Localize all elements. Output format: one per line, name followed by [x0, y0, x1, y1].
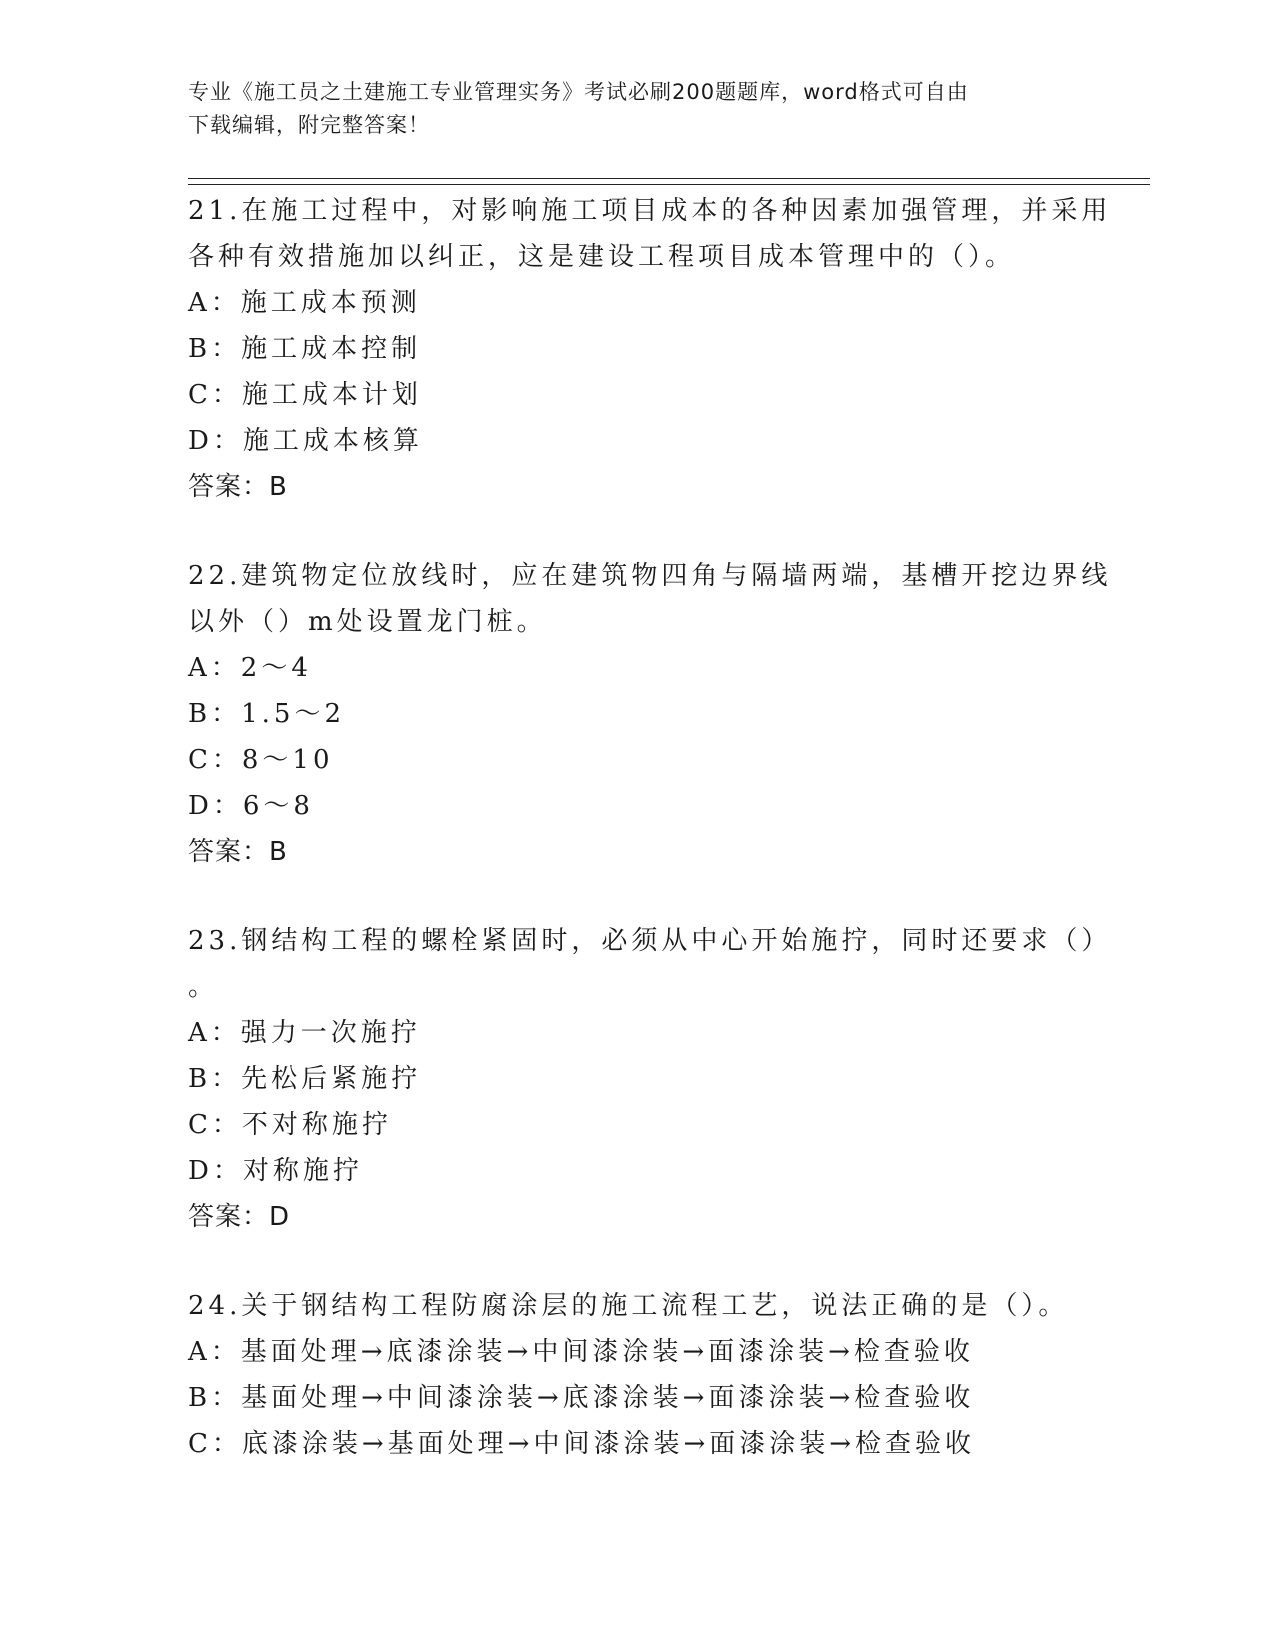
option-a: A：强力一次施拧	[188, 1018, 421, 1048]
question-stem-line: 以外（）m处设置龙门桩。	[188, 607, 547, 637]
option-b: B：先松后紧施拧	[188, 1064, 422, 1094]
answer: 答案：B	[188, 472, 288, 502]
option-c: C：不对称施拧	[188, 1110, 392, 1140]
answer: 答案：D	[188, 1202, 291, 1232]
question-stem-line: 22.建筑物定位放线时，应在建筑物四角与隔墙两端，基槽开挖边界线	[188, 561, 1112, 591]
question-stem-line: 21.在施工过程中，对影响施工项目成本的各种因素加强管理，并采用	[188, 196, 1112, 226]
option-d: D：施工成本核算	[188, 426, 423, 456]
option-d: D：6～8	[188, 791, 314, 821]
option-d: D：对称施拧	[188, 1156, 363, 1186]
option-a: A：施工成本预测	[188, 288, 421, 318]
question-23	[188, 918, 1112, 1240]
option-b: B：1.5～2	[188, 699, 345, 729]
document-header	[188, 76, 1088, 142]
question-24	[188, 1283, 1088, 1467]
option-b: B：基面处理→中间漆涂装→底漆涂装→面漆涂装→检查验收	[188, 1383, 975, 1413]
question-stem-line: 24.关于钢结构工程防腐涂层的施工流程工艺，说法正确的是（）。	[188, 1291, 1069, 1321]
header-divider-bottom	[188, 184, 1150, 185]
option-c: C：8～10	[188, 745, 334, 775]
question-22	[188, 553, 1112, 875]
option-b: B：施工成本控制	[188, 334, 422, 364]
answer: 答案：B	[188, 837, 288, 867]
header-line-1: 专业《施工员之土建施工专业管理实务》考试必刷200题题库，word格式可自由	[188, 80, 969, 104]
question-stem-line: 各种有效措施加以纠正，这是建设工程项目成本管理中的（）。	[188, 242, 1016, 272]
option-a: A：基面处理→底漆涂装→中间漆涂装→面漆涂装→检查验收	[188, 1337, 974, 1367]
option-a: A：2～4	[188, 653, 312, 683]
question-21	[188, 188, 1112, 510]
option-c: C：施工成本计划	[188, 380, 422, 410]
question-stem-line: 。	[188, 972, 219, 1002]
option-c: C：底漆涂装→基面处理→中间漆涂装→面漆涂装→检查验收	[188, 1429, 976, 1459]
header-line-2: 下载编辑，附完整答案！	[188, 113, 430, 137]
question-stem-line: 23.钢结构工程的螺栓紧固时，必须从中心开始施拧，同时还要求（）	[188, 926, 1112, 956]
header-divider-top	[188, 178, 1150, 179]
